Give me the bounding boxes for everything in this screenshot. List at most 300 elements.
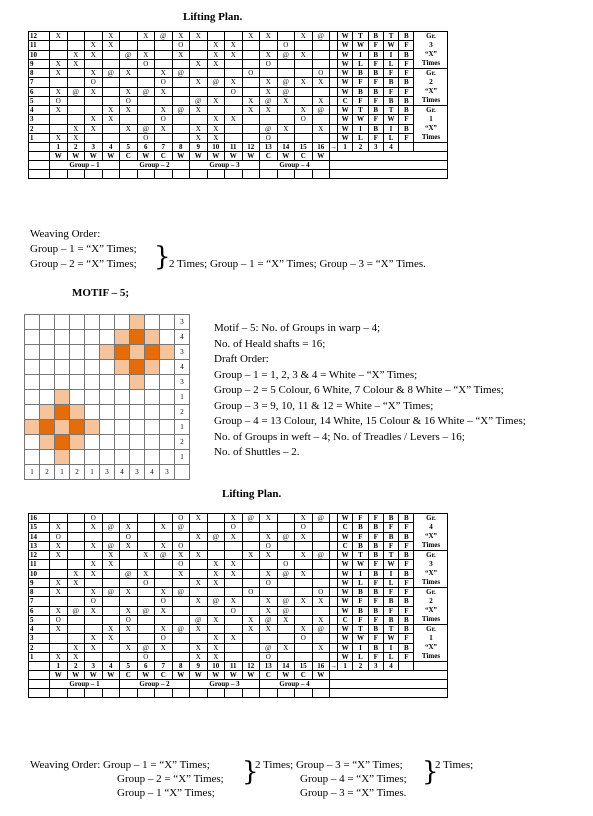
weave-cell: B xyxy=(399,96,414,105)
lift-cell: X xyxy=(225,569,243,578)
lift-cell xyxy=(137,78,155,87)
weave-cell: W xyxy=(338,69,353,78)
lift-cell: X xyxy=(120,87,138,96)
lift-cell: X xyxy=(137,551,155,560)
weave-cell: C xyxy=(338,523,353,532)
lift-cell: X xyxy=(190,532,208,541)
lift-cell: @ xyxy=(207,78,225,87)
weave-cell: F xyxy=(368,115,383,124)
separator-cell xyxy=(330,133,338,142)
motif-col-number: 1 xyxy=(55,465,70,480)
blank-cell xyxy=(277,170,295,179)
lift-cell xyxy=(137,625,155,634)
lift-cell: X xyxy=(242,106,260,115)
separator-cell xyxy=(330,634,338,643)
weave-cell: W xyxy=(338,50,353,59)
plan-row xyxy=(29,634,448,643)
lift-cell xyxy=(295,96,313,105)
lift-cell xyxy=(242,541,260,550)
lift-cell: @ xyxy=(67,87,85,96)
warp-color: C xyxy=(295,671,313,680)
weave-cell: L xyxy=(353,59,368,68)
lift-cell: X xyxy=(242,96,260,105)
separator-cell xyxy=(330,569,338,578)
lift-cell: X xyxy=(155,643,173,652)
lift-cell xyxy=(312,41,330,50)
lift-cell: X xyxy=(277,124,295,133)
weave-cell: B xyxy=(399,597,414,606)
lift-cell: O xyxy=(225,523,243,532)
group-label-line: Times xyxy=(421,133,441,141)
shaft-number: 10 xyxy=(207,662,225,671)
motif-cell xyxy=(85,435,100,450)
motif-cell xyxy=(85,420,100,435)
motif-cell xyxy=(55,435,70,450)
weave-cell: B xyxy=(399,514,414,523)
lift-cell: X xyxy=(260,87,278,96)
lift-cell xyxy=(155,569,173,578)
lift-cell xyxy=(120,597,138,606)
shaft-number: 11 xyxy=(225,143,243,152)
weave-cell: W xyxy=(338,560,353,569)
lift-cell xyxy=(190,588,208,597)
weave-cell: F xyxy=(368,615,383,624)
lift-cell: X xyxy=(295,106,313,115)
motif-note: Draft Order: xyxy=(214,353,269,365)
blank-cell xyxy=(225,689,243,698)
lift-cell: O xyxy=(137,652,155,661)
treadle-number: 3 xyxy=(368,662,383,671)
motif-cell xyxy=(115,405,130,420)
lift-cell xyxy=(260,115,278,124)
lift-cell xyxy=(67,588,85,597)
weave-cell: T xyxy=(383,32,398,41)
lift-cell: X xyxy=(50,588,68,597)
lift-cell: X xyxy=(190,124,208,133)
plan-row xyxy=(29,560,448,569)
lift-cell xyxy=(190,634,208,643)
lift-cell xyxy=(277,69,295,78)
lift-cell xyxy=(295,59,313,68)
blank-cell xyxy=(29,671,50,680)
weave-cell: I xyxy=(353,569,368,578)
lift-cell: X xyxy=(225,634,243,643)
lift-cell: X xyxy=(190,514,208,523)
group-label xyxy=(414,69,448,106)
plan-row xyxy=(29,96,448,105)
lift-cell xyxy=(225,96,243,105)
lift-cell: X xyxy=(85,634,103,643)
weave-cell: T xyxy=(383,551,398,560)
weave-cell: B xyxy=(383,615,398,624)
motif-grid xyxy=(24,314,190,480)
lift-cell: O xyxy=(120,615,138,624)
lift-cell: X xyxy=(137,50,155,59)
lift-cell: X xyxy=(172,551,190,560)
lift-cell: X xyxy=(260,532,278,541)
lift-cell xyxy=(225,588,243,597)
group-label-line: Times xyxy=(421,578,441,586)
motif-cell xyxy=(100,435,115,450)
weave-cell: W xyxy=(338,634,353,643)
motif-cell xyxy=(85,405,100,420)
lift-cell: X xyxy=(225,78,243,87)
row-number: 6 xyxy=(29,87,50,96)
group-label-line: Times xyxy=(421,59,441,67)
lift-cell: O xyxy=(172,560,190,569)
motif-cell xyxy=(100,375,115,390)
lift-cell: X xyxy=(295,78,313,87)
lift-cell: O xyxy=(242,69,260,78)
motif-cell xyxy=(85,375,100,390)
group-name: Group – 3 xyxy=(190,680,260,689)
lift-cell xyxy=(67,32,85,41)
lift-cell: @ xyxy=(207,597,225,606)
weave-cell: I xyxy=(353,50,368,59)
lift-cell xyxy=(172,652,190,661)
lift-cell xyxy=(242,59,260,68)
motif-cell xyxy=(145,405,160,420)
blank-cell xyxy=(29,680,50,689)
weave-cell: F xyxy=(399,115,414,124)
lift-cell xyxy=(295,615,313,624)
weave-cell: W xyxy=(383,41,398,50)
motif-col-number: 1 xyxy=(85,465,100,480)
weave-cell: T xyxy=(353,551,368,560)
lift-cell xyxy=(102,133,120,142)
lift-cell: X xyxy=(207,634,225,643)
treadle-number: 1 xyxy=(338,662,353,671)
weave-cell: L xyxy=(353,578,368,587)
motif-cell xyxy=(130,375,145,390)
warp-color: C xyxy=(120,152,138,161)
motif-cell xyxy=(85,390,100,405)
lift-cell: X xyxy=(155,106,173,115)
separator-cell xyxy=(330,578,338,587)
motif-cell xyxy=(25,420,40,435)
lift-cell: X xyxy=(207,652,225,661)
group-label-line: “X” xyxy=(424,87,438,95)
weave-cell: I xyxy=(383,569,398,578)
treadle-number: 2 xyxy=(353,143,368,152)
weave-cell: B xyxy=(368,541,383,550)
lift-cell xyxy=(137,96,155,105)
motif-cell xyxy=(40,315,55,330)
lift-cell: O xyxy=(155,115,173,124)
lift-cell xyxy=(277,115,295,124)
weave-cell: B xyxy=(353,523,368,532)
lift-cell: O xyxy=(242,588,260,597)
lift-cell: X xyxy=(50,523,68,532)
lift-cell xyxy=(67,551,85,560)
weave-cell: T xyxy=(383,625,398,634)
lift-cell xyxy=(260,41,278,50)
lift-cell: O xyxy=(260,59,278,68)
lift-cell: X xyxy=(190,625,208,634)
lift-cell: @ xyxy=(312,106,330,115)
lift-cell: @ xyxy=(312,551,330,560)
weave-cell: B xyxy=(399,532,414,541)
weave-cell: B xyxy=(368,523,383,532)
motif-cell xyxy=(40,360,55,375)
lift-cell xyxy=(50,78,68,87)
separator-cell xyxy=(330,606,338,615)
motif-cell xyxy=(115,360,130,375)
lift-cell: X xyxy=(102,551,120,560)
lift-cell xyxy=(242,87,260,96)
lift-cell: X xyxy=(120,124,138,133)
lift-cell xyxy=(137,615,155,624)
lift-cell xyxy=(155,50,173,59)
lift-cell: X xyxy=(50,551,68,560)
lift-cell xyxy=(225,59,243,68)
weave-cell: B xyxy=(399,78,414,87)
plan-row xyxy=(29,124,448,133)
motif-cell xyxy=(40,420,55,435)
lift-cell: X xyxy=(260,32,278,41)
lift-cell: X xyxy=(190,133,208,142)
lift-cell: O xyxy=(172,541,190,550)
row-number: 8 xyxy=(29,588,50,597)
weave-cell: L xyxy=(383,578,398,587)
lift-cell xyxy=(85,133,103,142)
lift-cell xyxy=(225,625,243,634)
motif-cell xyxy=(145,420,160,435)
weave-cell: F xyxy=(383,523,398,532)
lift-cell: @ xyxy=(242,514,260,523)
motif-note: No. of Shuttles – 2. xyxy=(214,446,300,458)
lift-cell: X xyxy=(102,560,120,569)
lift-cell xyxy=(225,124,243,133)
weave-cell: B xyxy=(368,643,383,652)
weave-cell: C xyxy=(338,96,353,105)
lift-cell xyxy=(225,133,243,142)
warp-color: W xyxy=(172,671,190,680)
weave-cell: W xyxy=(338,532,353,541)
lift-cell: X xyxy=(120,625,138,634)
lift-cell xyxy=(50,124,68,133)
weave-cell: B xyxy=(353,541,368,550)
shaft-number: 1 xyxy=(50,662,68,671)
weave-cell: L xyxy=(383,59,398,68)
warp-color: W xyxy=(85,671,103,680)
motif-row xyxy=(25,390,190,405)
weave-cell: W xyxy=(338,78,353,87)
lift-cell: @ xyxy=(102,588,120,597)
warp-color: C xyxy=(155,671,173,680)
motif-cell xyxy=(130,315,145,330)
row-number: 3 xyxy=(29,115,50,124)
lift-cell: @ xyxy=(102,523,120,532)
lift-cell xyxy=(295,541,313,550)
plan-row xyxy=(29,606,448,615)
group-label xyxy=(414,32,448,69)
lift-cell: O xyxy=(137,578,155,587)
shaft-number: 16 xyxy=(312,143,330,152)
separator-cell xyxy=(330,69,338,78)
lift-cell: X xyxy=(120,588,138,597)
warp-color: W xyxy=(172,152,190,161)
lift-cell: @ xyxy=(137,606,155,615)
blank-cell xyxy=(29,143,50,152)
lift-cell: X xyxy=(120,106,138,115)
weave-cell: W xyxy=(338,643,353,652)
lift-cell xyxy=(312,634,330,643)
lift-cell: X xyxy=(225,514,243,523)
weave-cell: I xyxy=(383,124,398,133)
lift-cell xyxy=(295,133,313,142)
motif-cell xyxy=(100,450,115,465)
lift-cell xyxy=(312,59,330,68)
weave-cell: W xyxy=(353,560,368,569)
warp-color: W xyxy=(137,152,155,161)
lift-cell: X xyxy=(155,606,173,615)
lift-cell: O xyxy=(260,652,278,661)
lift-cell xyxy=(137,106,155,115)
lift-cell xyxy=(85,32,103,41)
lift-cell xyxy=(137,69,155,78)
lift-cell xyxy=(155,96,173,105)
lift-cell: @ xyxy=(277,532,295,541)
warp-color: W xyxy=(137,671,155,680)
lift-cell xyxy=(172,78,190,87)
shaft-number: 13 xyxy=(260,143,278,152)
lift-cell: X xyxy=(260,551,278,560)
weave-cell: F xyxy=(353,597,368,606)
lift-cell xyxy=(190,606,208,615)
motif-cell xyxy=(25,375,40,390)
weaving-order-2-line-3a: Group – 1 “X” Times; xyxy=(117,787,215,799)
lift-cell xyxy=(102,78,120,87)
lifting-plan-title-2: Lifting Plan. xyxy=(222,488,282,500)
weave-cell: F xyxy=(399,59,414,68)
lift-cell xyxy=(242,41,260,50)
lift-cell: X xyxy=(155,69,173,78)
lift-cell xyxy=(242,652,260,661)
blank-cell xyxy=(207,689,225,698)
group-label-line: 2 xyxy=(429,597,433,605)
lift-cell xyxy=(137,41,155,50)
shaft-number: 16 xyxy=(312,662,330,671)
lift-cell: X xyxy=(312,124,330,133)
lift-cell xyxy=(277,588,295,597)
weave-cell: F xyxy=(383,69,398,78)
motif-col-number: 4 xyxy=(115,465,130,480)
lift-cell xyxy=(155,532,173,541)
lift-cell: X xyxy=(207,133,225,142)
lift-cell: X xyxy=(67,569,85,578)
motif-cell xyxy=(85,360,100,375)
lift-cell: X xyxy=(277,96,295,105)
lift-cell: X xyxy=(242,615,260,624)
lift-cell: @ xyxy=(277,569,295,578)
motif-cell xyxy=(160,360,175,375)
lift-cell: X xyxy=(260,50,278,59)
blank-cell xyxy=(260,170,278,179)
lift-cell xyxy=(172,115,190,124)
weave-cell: F xyxy=(368,532,383,541)
lift-cell xyxy=(120,133,138,142)
group-label-line: “X” xyxy=(424,569,438,577)
lift-cell: @ xyxy=(260,96,278,105)
weave-cell: B xyxy=(368,551,383,560)
lift-cell: X xyxy=(85,541,103,550)
plan-row xyxy=(29,643,448,652)
shaft-number: 5 xyxy=(120,143,138,152)
lift-cell: @ xyxy=(137,124,155,133)
separator-cell xyxy=(330,643,338,652)
motif-cell xyxy=(130,360,145,375)
lift-cell xyxy=(120,551,138,560)
motif-row-number: 4 xyxy=(175,360,190,375)
weave-cell: I xyxy=(353,124,368,133)
warp-color: W xyxy=(102,671,120,680)
blank-cell xyxy=(102,170,120,179)
motif-note: Group – 2 = 5 Colour, 6 White, 7 Colour & 8 White – “X” Times; xyxy=(214,384,504,396)
group-name: Group – 2 xyxy=(120,161,190,170)
motif-cell xyxy=(145,360,160,375)
lift-cell xyxy=(102,124,120,133)
lift-cell: X xyxy=(260,569,278,578)
lift-cell xyxy=(172,606,190,615)
lift-cell: X xyxy=(295,532,313,541)
number-row xyxy=(29,143,448,152)
plan-row xyxy=(29,541,448,550)
weave-cell: L xyxy=(353,652,368,661)
warp-color: C xyxy=(260,671,278,680)
lift-cell: X xyxy=(137,569,155,578)
lift-cell: X xyxy=(190,106,208,115)
lift-cell xyxy=(225,551,243,560)
motif-cell xyxy=(130,330,145,345)
motif-row-number: 1 xyxy=(175,420,190,435)
blank-cell xyxy=(102,689,120,698)
weave-cell: B xyxy=(368,106,383,115)
lift-cell: X xyxy=(67,652,85,661)
motif-cell xyxy=(100,330,115,345)
shaft-number: 11 xyxy=(225,662,243,671)
plan-row xyxy=(29,652,448,661)
lift-cell: X xyxy=(85,643,103,652)
weave-cell: W xyxy=(338,625,353,634)
lift-cell: X xyxy=(67,643,85,652)
row-number: 12 xyxy=(29,32,50,41)
separator-cell xyxy=(330,124,338,133)
lift-cell: X xyxy=(312,597,330,606)
plan-row xyxy=(29,32,448,41)
motif-cell xyxy=(70,375,85,390)
warp-color: W xyxy=(242,152,260,161)
lift-cell: O xyxy=(172,514,190,523)
lift-cell: X xyxy=(207,41,225,50)
plan-row xyxy=(29,532,448,541)
lift-cell: O xyxy=(312,69,330,78)
lift-cell: X xyxy=(102,625,120,634)
color-row xyxy=(29,671,448,680)
weave-cell: B xyxy=(368,124,383,133)
weave-cell: W xyxy=(338,578,353,587)
motif-cell xyxy=(70,345,85,360)
lift-cell: X xyxy=(50,133,68,142)
lift-cell: @ xyxy=(172,106,190,115)
weave-cell: W xyxy=(338,32,353,41)
motif-note: No. of Heald shafts = 16; xyxy=(214,337,326,350)
lift-cell xyxy=(242,50,260,59)
weave-cell: I xyxy=(383,643,398,652)
motif-cell xyxy=(100,345,115,360)
group-label xyxy=(414,625,448,662)
lift-cell xyxy=(67,532,85,541)
